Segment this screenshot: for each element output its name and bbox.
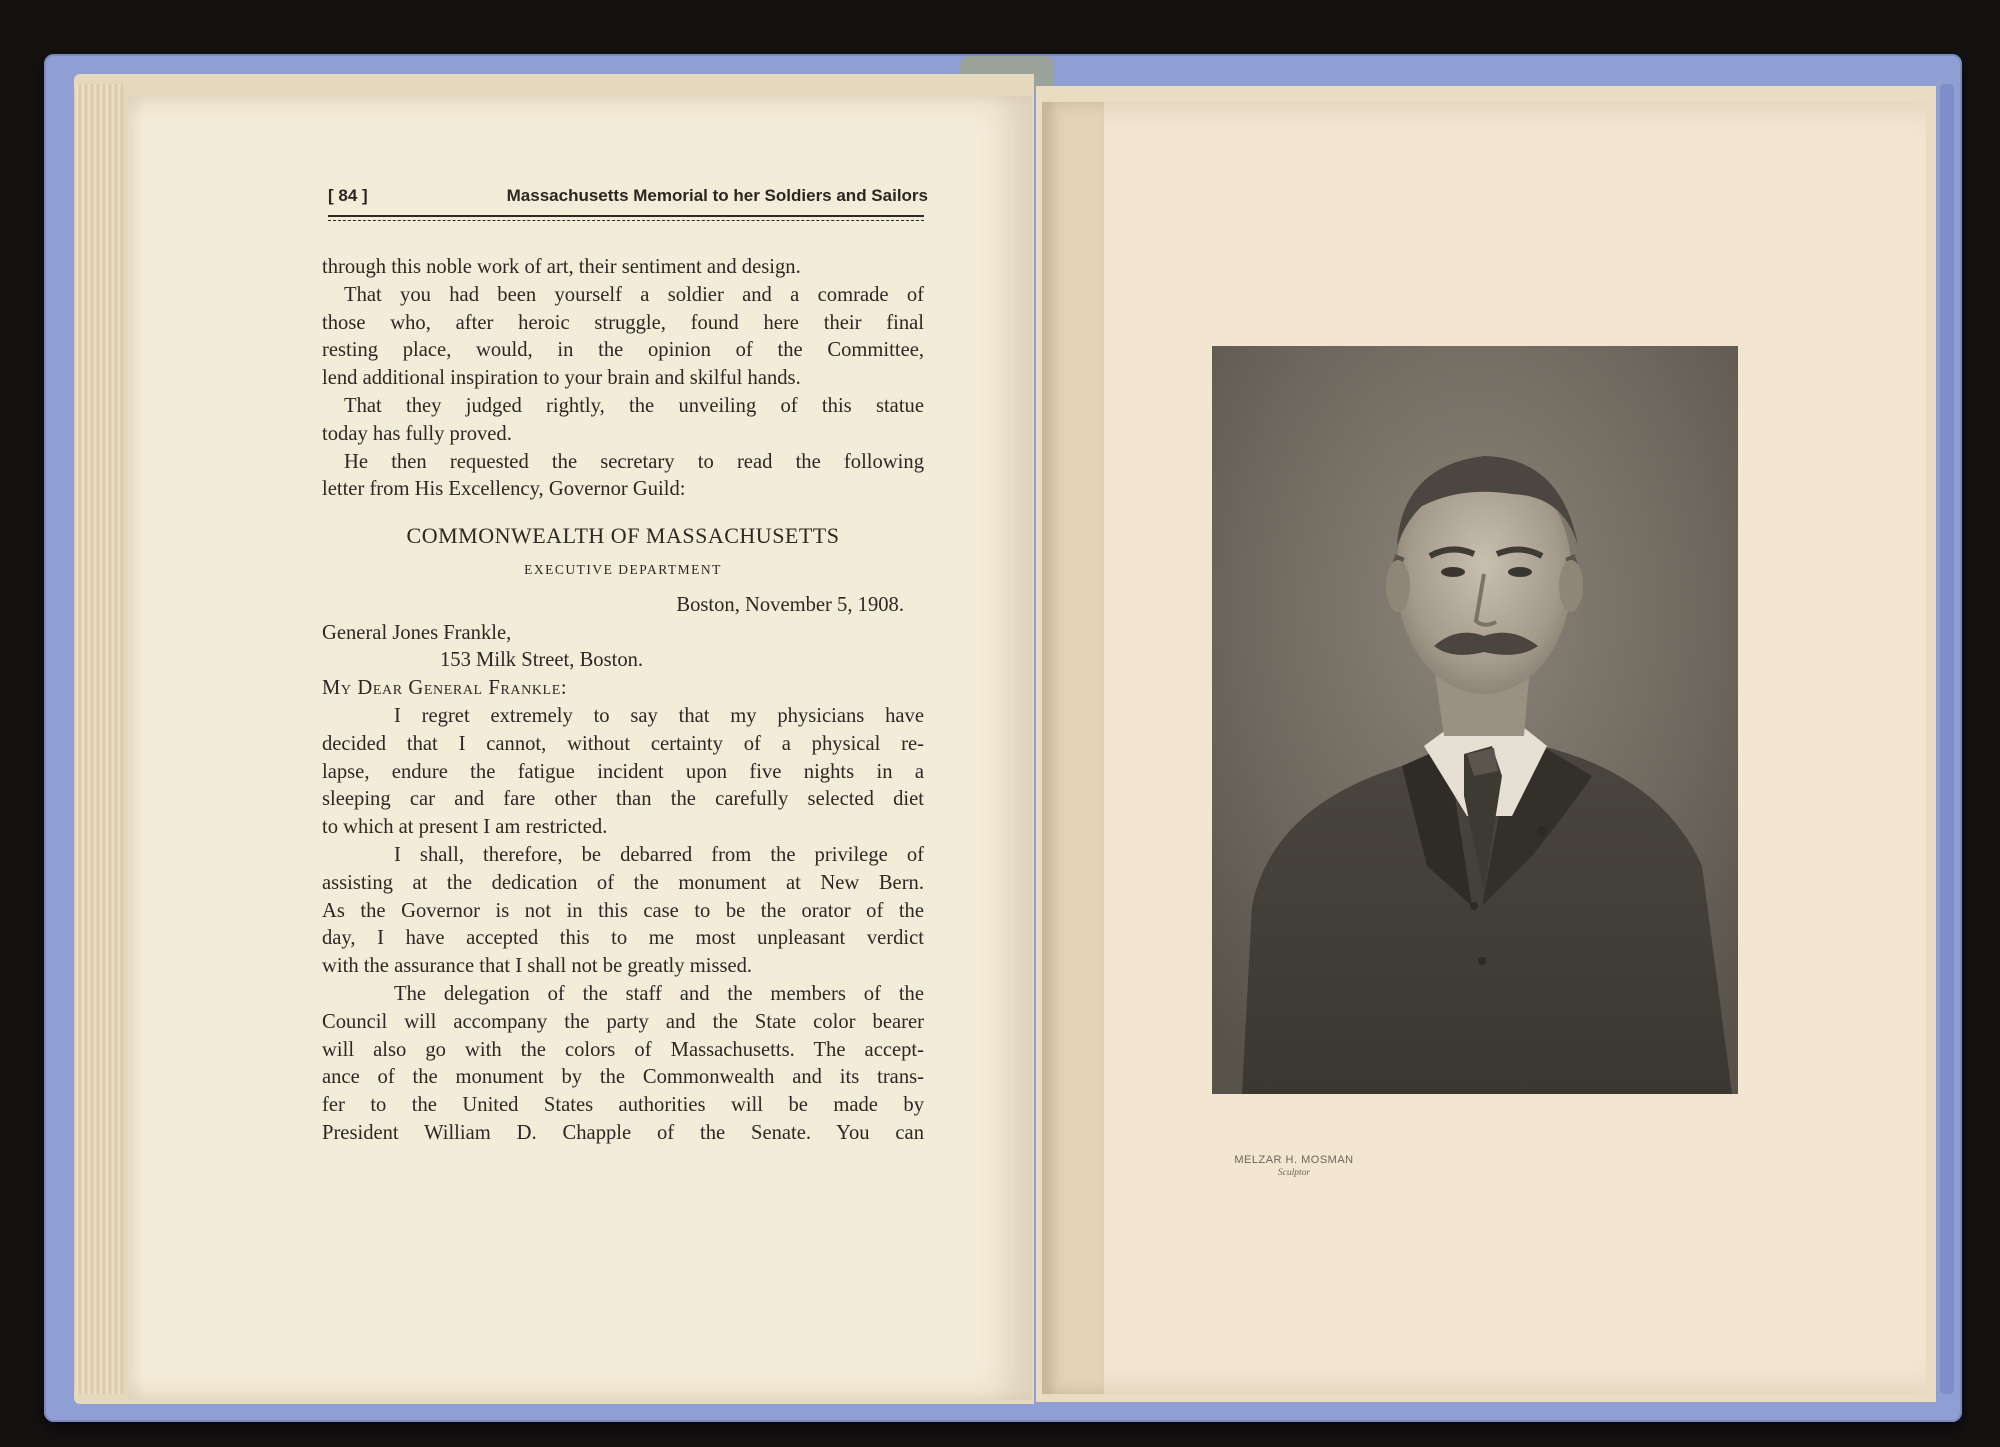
letter-heading: COMMONWEALTH OF MASSACHUSETTS <box>406 523 840 549</box>
text-line: sleeping car and fare other than the carefully selected diet <box>322 788 924 811</box>
head-rule <box>328 215 924 221</box>
text-line: lapse, endure the fatigue incident upon five nights in a <box>322 760 924 783</box>
text-line: President William D. Chapple of the Senate. You can <box>322 1121 924 1144</box>
letter-date: Boston, November 5, 1908. <box>676 593 904 616</box>
letter-address: 153 Milk Street, Boston. <box>440 649 644 672</box>
text-line: As the Governor is not in this case to be the orator of the <box>322 899 924 922</box>
text-line: That they judged rightly, the unveiling of this statue <box>344 394 924 417</box>
cover-edge <box>1940 84 1954 1394</box>
letter-salutation: My Dear General Frankle: <box>322 677 568 700</box>
running-head <box>200 186 928 216</box>
letter-department: EXECUTIVE DEPARTMENT <box>524 561 722 577</box>
text-line: The delegation of the staff and the members of the <box>394 982 924 1005</box>
text-line: will also go with the colors of Massachusetts. The accept- <box>322 1038 924 1061</box>
text-line: That you had been yourself a soldier and a comrade of <box>344 283 924 306</box>
gutter <box>1042 102 1104 1394</box>
portrait-caption <box>1214 1154 1374 1178</box>
text-line: today has fully proved. <box>322 422 512 445</box>
text-line: I regret extremely to say that my physicians have <box>394 704 924 727</box>
caption-name: MELZAR H. MOSMAN <box>1234 1154 1354 1166</box>
text-line: day, I have accepted this to me most unpleasant verdict <box>322 927 924 950</box>
text-line: lend additional inspiration to your brain and skilful hands. <box>322 367 801 390</box>
text-line: through this noble work of art, their sentiment and design. <box>322 256 801 278</box>
caption-role: Sculptor <box>1277 1168 1311 1178</box>
text-line: to which at present I am restricted. <box>322 816 608 839</box>
portrait-photo <box>1212 346 1738 1094</box>
text-line: letter from His Excellency, Governor Guild: <box>322 478 686 501</box>
text-line: resting place, would, in the opinion of the Committee, <box>322 339 924 362</box>
running-title: Massachusetts Memorial to her Soldiers and Sailors <box>506 186 928 205</box>
text-line: fer to the United States authorities will be made by <box>322 1094 924 1117</box>
text-line: those who, after heroic struggle, found here their final <box>322 311 924 334</box>
text-line: He then requested the secretary to read the following <box>344 450 924 473</box>
text-line: with the assurance that I shall not be greatly missed. <box>322 955 753 978</box>
portrait-plate <box>1212 346 1738 1094</box>
page-body <box>322 254 924 1148</box>
text-line: I shall, therefore, be debarred from the privilege of <box>394 843 924 866</box>
text-line: ance of the monument by the Commonwealth and its trans- <box>322 1066 924 1089</box>
text-line: Council will accompany the party and the State color bearer <box>322 1010 924 1033</box>
text-line: assisting at the dedication of the monument at New Bern. <box>322 871 924 894</box>
text-line: decided that I cannot, without certainty of a physical re- <box>322 732 924 755</box>
letter-addressee: General Jones Frankle, <box>322 621 512 644</box>
page-number: [ 84 ] <box>328 186 368 205</box>
